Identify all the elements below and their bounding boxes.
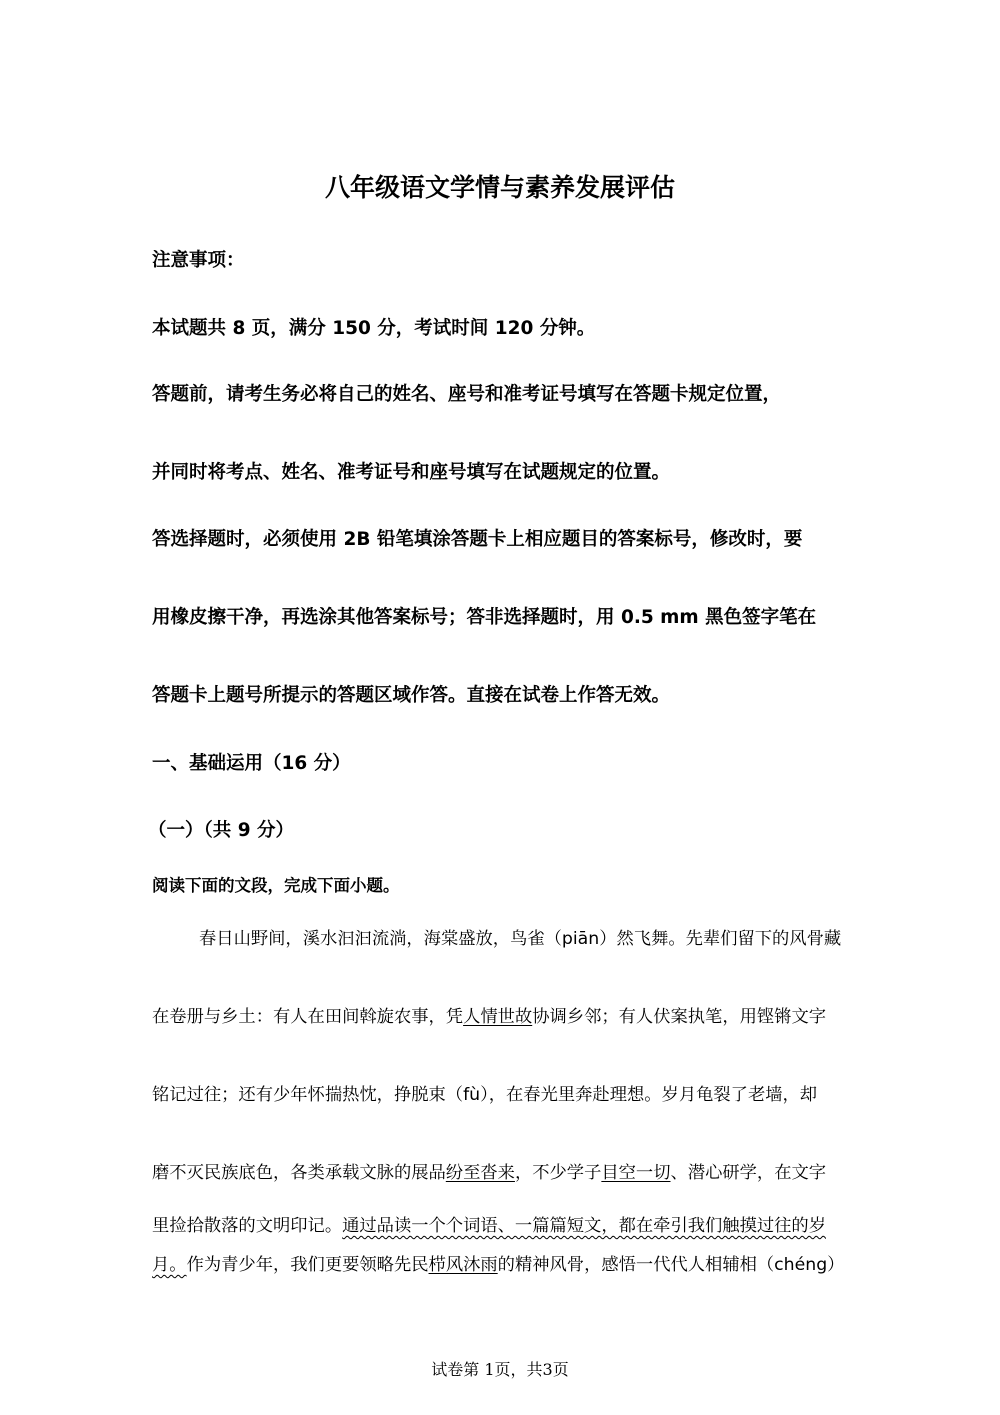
notice-line-answer-1: 答选择题时，必须使用 2B 铅笔填涂答题卡上相应题目的答案标号，修改时，要 <box>152 529 803 550</box>
wavy-underlined-sentence: 通过品读一个个词语、一篇篇短文，都在牵引我们触摸过往的岁 <box>342 1216 826 1236</box>
notice-line-info-1: 答题前，请考生务必将自己的姓名、座号和准考证号填写在答题卡规定位置， <box>152 384 782 405</box>
notice-heading: 注意事项： <box>152 250 245 271</box>
section-heading: 一、基础运用（16 分） <box>152 753 351 774</box>
notice-line-pages: 本试题共 8 页，满分 150 分，考试时间 120 分钟。 <box>152 318 596 339</box>
passage-text: 里捡拾散落的文明印记。 <box>152 1216 343 1236</box>
passage-text: ，不少学子 <box>514 1163 602 1183</box>
subsection-heading: （一）（共 9 分） <box>148 820 295 841</box>
passage-text: 的精神风骨，感悟一代代人相辅相（chéng） <box>497 1255 845 1275</box>
passage-line-5 <box>152 1211 826 1236</box>
notice-line-info-2: 并同时将考点、姓名、准考证号和座号填写在试题规定的位置。 <box>152 462 671 483</box>
page-title: 八年级语文学情与素养发展评估 <box>324 173 675 202</box>
passage-text: 作为青少年，我们更要领略先民 <box>186 1255 429 1275</box>
page-footer: 试卷第 1页，共3页 <box>431 1360 569 1379</box>
passage-line-2 <box>152 1002 826 1027</box>
passage-line-1: 春日山野间，溪水汩汩流淌，海棠盛放，鸟雀（piān）然飞舞。先辈们留下的风骨藏 <box>199 929 842 949</box>
wavy-underlined-sentence: 月。 <box>152 1255 187 1275</box>
underlined-idiom: 目空一切 <box>601 1163 671 1183</box>
underlined-idiom: 纷至沓来 <box>445 1163 515 1183</box>
passage-text: 、潜心研学，在文字 <box>670 1163 827 1183</box>
passage-line-3: 铭记过往；还有少年怀揣热忱，挣脱束（fù），在春光里奔赴理想。岁月龟裂了老墙，却 <box>152 1085 818 1105</box>
notice-line-answer-2: 用橡皮擦干净，再选涂其他答案标号；答非选择题时，用 0.5 mm 黑色签字笔在 <box>152 607 817 628</box>
passage-line-4 <box>152 1158 826 1183</box>
underlined-idiom: 人情世故 <box>463 1007 533 1027</box>
notice-line-answer-3: 答题卡上题号所提示的答题区域作答。直接在试卷上作答无效。 <box>152 685 671 706</box>
passage-text: 磨不灭民族底色，各类承载文脉的展品 <box>152 1163 446 1183</box>
passage-line-6 <box>152 1250 844 1275</box>
reading-instruction: 阅读下面的文段，完成下面小题。 <box>152 876 400 895</box>
underlined-idiom: 栉风沐雨 <box>428 1255 498 1275</box>
passage-text: 在卷册与乡土：有人在田间斡旋农事，凭 <box>152 1007 464 1027</box>
passage-text: 协调乡邻；有人伏案执笔，用铿锵文字 <box>532 1007 827 1027</box>
